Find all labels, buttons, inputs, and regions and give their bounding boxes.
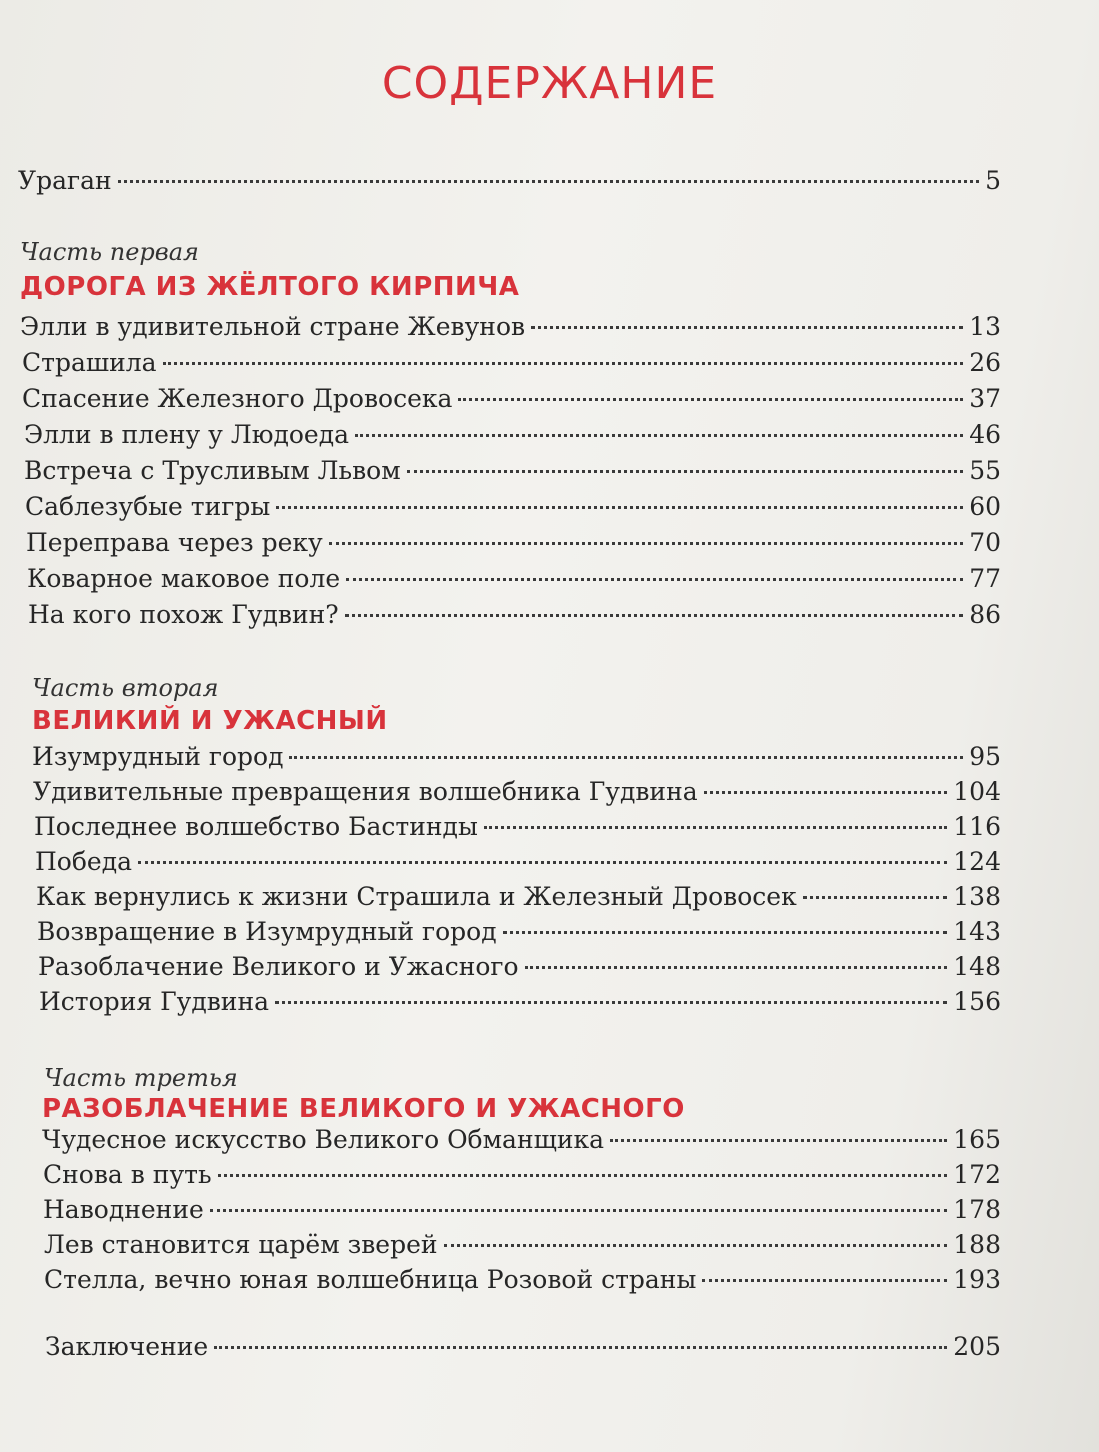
dot-leader <box>355 434 963 437</box>
entry-label: Ураган <box>18 166 112 195</box>
dot-leader <box>276 506 963 509</box>
toc-entry <box>34 811 1001 843</box>
toc-entry <box>44 1264 1001 1296</box>
dot-leader <box>289 756 963 759</box>
entry-label: Победа <box>35 847 132 876</box>
dot-leader <box>484 826 947 829</box>
dot-leader <box>329 542 963 545</box>
part-title-1: ДОРОГА ИЗ ЖЁЛТОГО КИРПИЧА <box>20 272 520 302</box>
entry-page: 205 <box>953 1332 1001 1361</box>
toc-entry <box>37 916 1001 948</box>
entry-page: 165 <box>953 1125 1001 1154</box>
entry-page: 193 <box>953 1265 1001 1294</box>
entry-page: 116 <box>953 812 1001 841</box>
toc-entry <box>44 1229 1001 1261</box>
entry-label: Наводнение <box>43 1195 204 1224</box>
entry-page: 70 <box>969 528 1001 557</box>
entry-label: Последнее волшебство Бастинды <box>34 812 478 841</box>
entry-page: 188 <box>953 1230 1001 1259</box>
entry-label: Лев становится царём зверей <box>44 1230 438 1259</box>
dot-leader <box>531 326 963 329</box>
entry-page: 46 <box>969 420 1001 449</box>
entry-label: Изумрудный город <box>32 742 284 771</box>
part-label-2: Часть вторая <box>32 674 219 702</box>
toc-entry <box>32 741 1001 773</box>
toc-entry <box>42 1124 1001 1156</box>
dot-leader <box>118 180 979 183</box>
dot-leader <box>214 1346 947 1349</box>
entry-page: 178 <box>953 1195 1001 1224</box>
toc-entry <box>22 347 1001 379</box>
dot-leader <box>525 966 948 969</box>
entry-page: 86 <box>969 600 1001 629</box>
dot-leader <box>210 1209 947 1212</box>
entry-page: 95 <box>969 742 1001 771</box>
entry-label: Элли в удивительной стране Жевунов <box>20 312 526 341</box>
dot-leader <box>803 896 948 899</box>
toc-entry <box>39 986 1001 1018</box>
part-label-1: Часть первая <box>20 238 199 266</box>
entry-page: 13 <box>969 312 1001 341</box>
entry-label: Удивительные превращения волшебника Гудвина <box>33 777 698 806</box>
dot-leader <box>407 470 964 473</box>
entry-page: 77 <box>969 564 1001 593</box>
entry-label: Разоблачение Великого и Ужасного <box>38 952 519 981</box>
dot-leader <box>218 1174 948 1177</box>
toc-entry <box>24 419 1001 451</box>
toc-entry <box>20 311 1001 343</box>
entry-label: Саблезубые тигры <box>25 492 271 521</box>
toc-entry <box>33 776 1001 808</box>
dot-leader <box>163 362 964 365</box>
toc-entry-outro <box>45 1331 1001 1363</box>
toc-entry <box>26 527 1001 559</box>
dot-leader <box>702 1279 947 1282</box>
toc-entry <box>22 383 1001 415</box>
toc-entry <box>25 491 1001 523</box>
entry-label: Страшила <box>22 348 157 377</box>
entry-label: Заключение <box>45 1332 209 1361</box>
entry-label: История Гудвина <box>39 987 270 1016</box>
dot-leader <box>503 931 948 934</box>
entry-page: 26 <box>969 348 1001 377</box>
toc-entry <box>28 599 1001 631</box>
toc-entry <box>27 563 1001 595</box>
dot-leader <box>444 1244 948 1247</box>
entry-label: Коварное маковое поле <box>27 564 341 593</box>
entry-page: 172 <box>953 1160 1001 1189</box>
dot-leader <box>345 614 963 617</box>
entry-label: Спасение Железного Дровосека <box>22 384 453 413</box>
toc-entry-intro <box>18 165 1001 197</box>
entry-label: Элли в плену у Людоеда <box>24 420 349 449</box>
entry-label: Возвращение в Изумрудный город <box>37 917 497 946</box>
toc-entry <box>38 951 1001 983</box>
entry-page: 138 <box>953 882 1001 911</box>
toc-entry <box>43 1159 1001 1191</box>
entry-label: Стелла, вечно юная волшебница Розовой страны <box>44 1265 697 1294</box>
entry-page: 143 <box>953 917 1001 946</box>
dot-leader <box>458 398 963 401</box>
entry-label: Встреча с Трусливым Львом <box>24 456 401 485</box>
dot-leader <box>610 1139 947 1142</box>
dot-leader <box>704 791 948 794</box>
entry-page: 60 <box>969 492 1001 521</box>
entry-page: 156 <box>953 987 1001 1016</box>
entry-page: 104 <box>953 777 1001 806</box>
entry-label: Снова в путь <box>43 1160 212 1189</box>
toc-entry <box>36 881 1001 913</box>
entry-label: Переправа через реку <box>26 528 323 557</box>
toc-entry <box>43 1194 1001 1226</box>
dot-leader <box>346 578 963 581</box>
entry-page: 148 <box>953 952 1001 981</box>
toc-entry <box>35 846 1001 878</box>
dot-leader <box>275 1001 947 1004</box>
entry-label: На кого похож Гудвин? <box>28 600 339 629</box>
part-label-3: Часть третья <box>44 1064 238 1092</box>
part-title-3: РАЗОБЛАЧЕНИЕ ВЕЛИКОГО И УЖАСНОГО <box>42 1094 685 1124</box>
entry-page: 37 <box>969 384 1001 413</box>
toc-entry <box>24 455 1001 487</box>
entry-page: 5 <box>985 166 1001 195</box>
entry-page: 124 <box>953 847 1001 876</box>
entry-label: Чудесное искусство Великого Обманщика <box>42 1125 605 1154</box>
part-title-2: ВЕЛИКИЙ И УЖАСНЫЙ <box>32 706 388 736</box>
entry-page: 55 <box>969 456 1001 485</box>
page-title: СОДЕРЖАНИЕ <box>381 58 718 109</box>
dot-leader <box>138 861 947 864</box>
entry-label: Как вернулись к жизни Страшила и Железный Дровосек <box>36 882 797 911</box>
